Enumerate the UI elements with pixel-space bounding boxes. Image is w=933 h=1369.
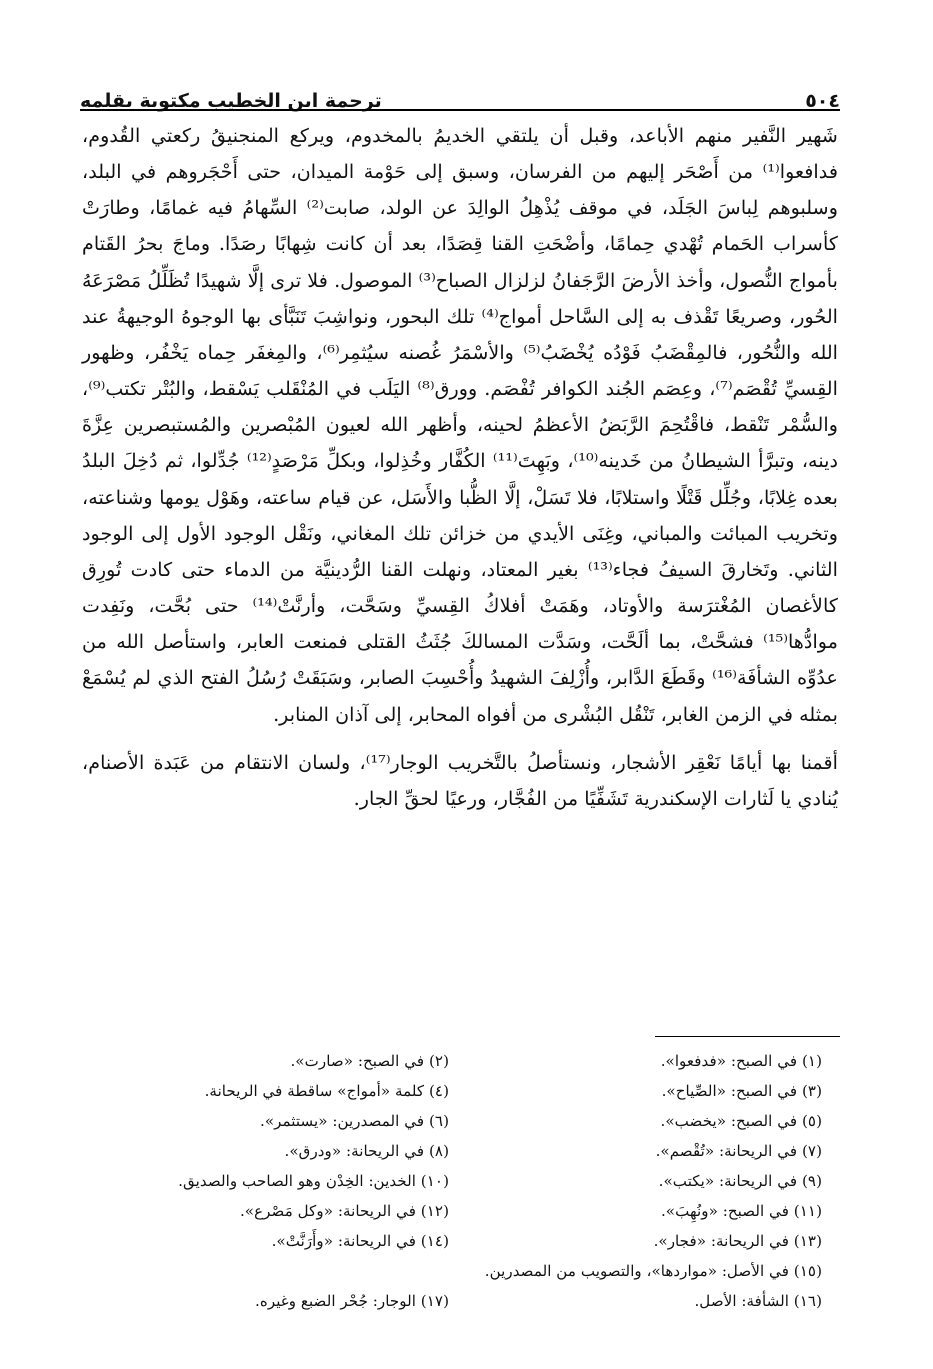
footnote-number: (١٧): [420, 1292, 449, 1310]
footnote-text: الوجار: جُحْر الضبع وغيره.: [255, 1292, 416, 1310]
footnote-number: (١٦): [793, 1292, 822, 1310]
footnote-number: (٦): [428, 1112, 449, 1130]
footnote-3: [473, 1076, 822, 1106]
paragraph: أقمنا بها أيامًا نَعْقِر الأشجار، ونستأصلُ بالتَّخريب الوجار⁽¹⁷⁾، ولسان الانتقام من عَبَدة الأصنام، يُنادي يا لَثارات الإسكندرية تَشَفِّيًا من الفُجَّار، ورعيًا لحقِّ الجار.: [82, 750, 838, 810]
footnotes: [100, 1046, 822, 1316]
footnote-text: الشأفة: الأصل.: [694, 1292, 789, 1310]
footnote-number: (١٣): [793, 1232, 822, 1250]
footnote-number: (١٤): [420, 1232, 449, 1250]
footnote-text: في الصبح: «فدفعوا».: [660, 1052, 798, 1070]
footnote-number: (١٥): [793, 1262, 822, 1280]
footnote-7: [473, 1136, 822, 1166]
footnote-number: (٣): [801, 1082, 822, 1100]
footnote-number: (١): [801, 1052, 822, 1070]
footnote-text: في الريحانة: «يكتب».: [658, 1172, 798, 1190]
footnote-text: في الصبح: «الصِّياح».: [661, 1082, 798, 1100]
footnote-text: في الأصل: «مواردها»، والتصويب من المصدرين.: [484, 1262, 789, 1280]
footnote-9: [473, 1166, 822, 1196]
footnote-text: في المصدرين: «يستثمر».: [260, 1112, 425, 1130]
footnote-8: [100, 1136, 449, 1166]
footnote-text: في الريحانة: «تُقْصم».: [655, 1142, 798, 1160]
footnote-13: [473, 1226, 822, 1256]
paragraph: شَهير النَّفير منهم الأباعد، وقبل أن يلتقي الخديمُ بالمخدوم، ويركع المنجنيقُ ركعتي القُدوم، فدافعوا⁽¹⁾ من أَصْحَر إليهم من الفرسان، وسبق إلى حَوْمة الميدان، حتى أَحْجَروهم في البلد، وسلبوهم لِباسَ الجَلَد، في موقف يُذْهِلُ الوالِدَ عن الولد، صابت⁽²⁾ السِّهامُ فيه غمامًا، وطارَتْ كأسراب الحَمام تُهْدي حِمامًا، وأضْحَتِ القنا قِصَدًا، بعد أن كانت شِهابًا رصَدًا. وماجَ بحرُ القَتام بأمواج النُّصول، وأخذ الأرضَ الرَّجَفانُ لزلزال الصباح⁽³⁾ الموصول. فلا ترى إلَّا شهيدًا تُظَلِّلُ مَصْرَعَهُ الحُور، وصريعًا تَقْذف به إلى السَّاحل أمواج⁽⁴⁾ تلك البحور، ونواشِبَ تَنَبَّأى بها الوجوهُ الوجيهةُ عند الله والنُّحُور، فالمِقْضَبُ فَوْدُه يُخْضَبُ⁽⁵⁾ والأسْمَرُ غُصنه سيُثمِر⁽⁶⁾، والمِغفَر حِماه يَخْفُر، وظهور القِسيِّ تُقْصَم⁽⁷⁾، وعِصَم الجُند الكوافر تُفْصَم. وورق⁽⁸⁾ اليَلَب في المُنْقَلب يَسْقط، والبُتْر تكتب⁽⁹⁾، والسُّمْر تَنْقط، فاقْتُحِمَ الرَّبَضُ الأعظمُ لحينه، وأظهر الله لعيون المُبْصرين والمُستبصرين عِزَّةَ دينه، وتبرَّأ الشيطانُ من خَدينه⁽¹⁰⁾، وبَهِتَ⁽¹¹⁾ الكُفَّار وخُذِلوا، وبكلِّ مَرْصَدٍ⁽¹²⁾ جُدِّلوا، ثم دُخِلَ البلدُ بعده غِلابًا، وجُلِّل قَتْلًا واستلابًا، فلا تَسَلْ، إلَّا الظُّبا والأَسَل، عن قيام ساعته، وهَوْل يومها وشناعته، وتخريب المبائت والمباني، وغِنَى الأيدي من خزائن تلك المغاني، ونَقْل الوجود الأول إلى الوجود الثاني. وتَخارقَ السيفُ فجاء⁽¹³⁾ بغير المعتاد، ونهلت القنا الرُّدينيَّة من الدماء حتى كادت تُورِق كالأغصان المُغْترَسة والأوتاد، وهَمَتْ أفلاكُ القِسيِّ وسَحَّت، وأرنَّتْ⁽¹⁴⁾ حتى بُحَّت، ونَفِدت موادُّها⁽¹⁵⁾ فشحَّتْ، بما ألَحَّت، وسَدَّت المسالكَ جُثَثُ القتلى فمنعت العابر، واستأصل الله من عدُوِّه الشأفَة⁽¹⁶⁾ وقَطَعَ الدَّابر، وأُزْلِفَ الشهيدُ وأُحْسِبَ الصابر، وسَبَقَتْ رُسُلُ الفتح الذي لم يُسْمَعْ بمثله في الزمن الغابر، تَنْقُل البُشْرى من أفواه المحابر، إلى آذان المنابر.: [82, 124, 839, 726]
footnote-number: (١١): [793, 1202, 822, 1220]
footnote-text: في الريحانة: «ودرق».: [284, 1142, 425, 1160]
footnote-2: [100, 1046, 449, 1076]
footnote-16: [473, 1286, 822, 1316]
footnote-number: (٤): [428, 1082, 449, 1100]
footnote-15: [100, 1256, 822, 1286]
footnote-number: (٢): [428, 1052, 449, 1070]
footnote-4: [100, 1076, 449, 1106]
footnote-rule: [655, 1036, 840, 1037]
footnote-text: الخدين: الخِدْن وهو الصاحب والصديق.: [178, 1172, 416, 1190]
footnote-number: (١٠): [420, 1172, 449, 1190]
footnote-14: [100, 1226, 449, 1256]
running-title: ترجمة ابن الخطيب مكتوبة بقلمه: [80, 90, 382, 112]
footnote-number: (٧): [801, 1142, 822, 1160]
footnote-1: [473, 1046, 822, 1076]
footnote-5: [473, 1106, 822, 1136]
footnote-number: (٩): [801, 1172, 822, 1190]
footnote-text: في الريحانة: «فجار».: [653, 1232, 789, 1250]
footnote-text: في الريحانة: «وكل مَصْرع».: [239, 1202, 416, 1220]
footnote-text: في الصبح: «ونُهِبَ».: [660, 1202, 789, 1220]
footnote-text: في الصبح: «صارت».: [290, 1052, 425, 1070]
footnote-12: [100, 1196, 449, 1226]
footnote-10: [100, 1166, 449, 1196]
header-rule: [80, 109, 840, 111]
footnote-11: [473, 1196, 822, 1226]
footnote-number: (٥): [801, 1112, 822, 1130]
footnote-17: [100, 1286, 449, 1316]
main-text: [82, 118, 838, 817]
footnote-number: (١٢): [420, 1202, 449, 1220]
footnote-text: كلمة «أمواج» ساقطة في الريحانة.: [204, 1082, 425, 1100]
page-number: ٥٠٤: [805, 90, 840, 112]
footnote-number: (٨): [428, 1142, 449, 1160]
footnote-text: في الصبح: «يخضب».: [660, 1112, 798, 1130]
page-header: [80, 64, 840, 112]
footnote-6: [100, 1106, 449, 1136]
footnote-text: في الريحانة: «وأَرَنَّتْ».: [271, 1232, 416, 1250]
